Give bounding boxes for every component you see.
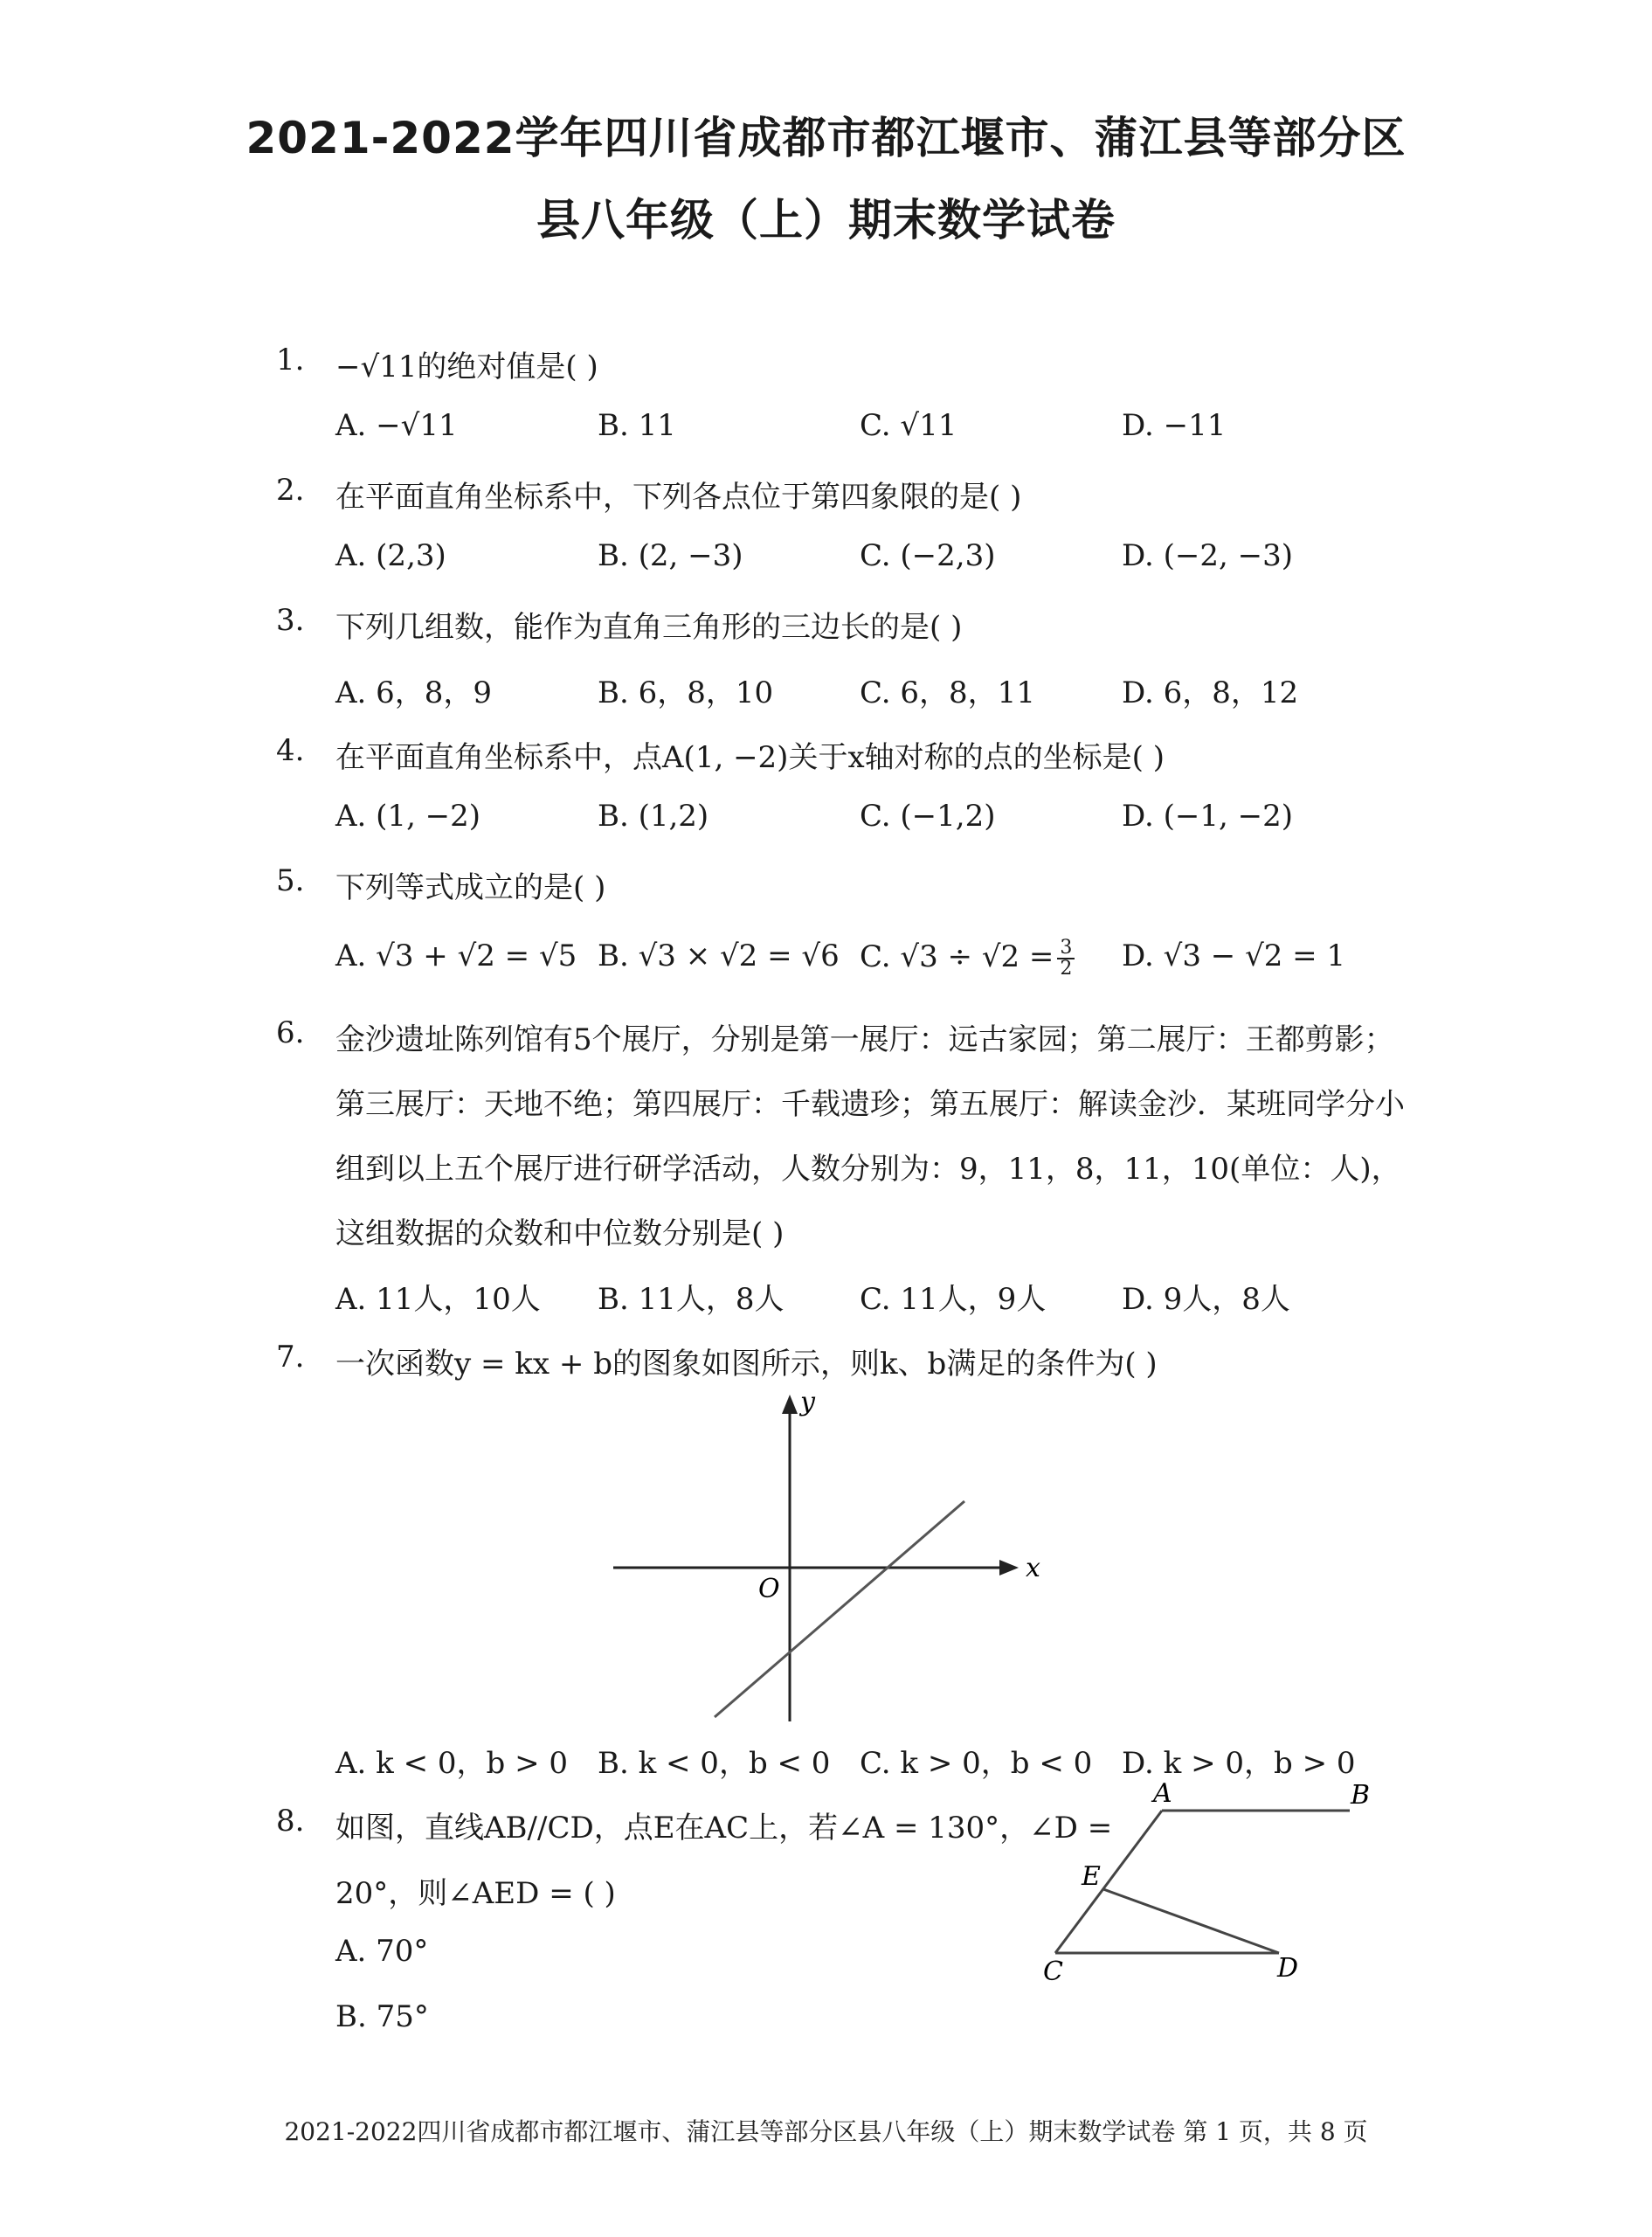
- title-line-2: 县八年级（上）期末数学试卷: [536, 195, 1116, 246]
- question-1-option-c: C. √11: [860, 408, 957, 443]
- x-axis-arrow: [999, 1560, 1019, 1576]
- question-5-option-c-text: C. √3 ÷ √2 =: [860, 939, 1054, 974]
- question-3-option-a: A. 6，8，9: [335, 675, 493, 710]
- question-1-text: −√11的绝对值是( ): [335, 350, 598, 384]
- question-8-line-1: 如图，直线AB//CD，点E在AC上，若∠A = 130°，∠D =: [335, 1811, 1113, 1846]
- question-4-option-b: B. (1,2): [598, 799, 709, 834]
- question-6-line-3: 组到以上五个展厅进行研学活动，人数分别为：9，11，8，11，10(单位：人)，: [335, 1152, 1401, 1187]
- fraction: [1057, 938, 1075, 979]
- parallel-lines-figure: [1031, 1774, 1398, 1992]
- title-line-1: 2021-2022学年四川省成都市都江堰市、蒲江县等部分区: [245, 113, 1407, 163]
- question-1-option-a: A. −√11: [335, 408, 458, 443]
- question-4-text: 在平面直角坐标系中，点A(1, −2)关于x轴对称的点的坐标是( ): [335, 740, 1165, 775]
- question-7-option-d: D. k > 0，b > 0: [1122, 1746, 1356, 1781]
- question-5-option-b: B. √3 × √2 = √6: [598, 938, 840, 973]
- question-4-number: 4.: [276, 733, 305, 768]
- question-6-line-1: 金沙遗址陈列馆有5个展厅，分别是第一展厅：远古家园；第二展厅：王都剪影；: [335, 1022, 1394, 1057]
- question-3-text: 下列几组数，能作为直角三角形的三边长的是( ): [335, 610, 963, 645]
- question-1-option-b: B. 11: [598, 408, 676, 443]
- question-8-number: 8.: [276, 1804, 305, 1839]
- label-e: E: [1082, 1861, 1101, 1892]
- question-8-option-a: A. 70°: [335, 1934, 429, 1969]
- question-6-option-b: B. 11人，8人: [598, 1282, 785, 1317]
- question-2-option-a: A. (2,3): [335, 538, 446, 573]
- question-7-option-a: A. k < 0，b > 0: [335, 1746, 569, 1781]
- question-5-number: 5.: [276, 863, 305, 898]
- page-footer: 2021-2022四川省成都市都江堰市、蒲江县等部分区县八年级（上）期末数学试卷 第 1 页，共 8 页: [284, 2117, 1368, 2146]
- fraction-numerator: 3: [1057, 938, 1075, 959]
- origin-label: O: [758, 1574, 780, 1604]
- x-axis-label: x: [1026, 1553, 1040, 1583]
- question-2-option-d: D. (−2, −3): [1122, 538, 1294, 573]
- label-c: C: [1043, 1957, 1063, 1987]
- question-2-option-b: B. (2, −3): [598, 538, 743, 573]
- label-d: D: [1277, 1953, 1299, 1984]
- line-ed: [1103, 1889, 1279, 1953]
- question-2-option-c: C. (−2,3): [860, 538, 996, 573]
- question-5-option-d: D. √3 − √2 = 1: [1122, 938, 1346, 973]
- question-4-option-c: C. (−1,2): [860, 799, 996, 834]
- question-6-option-a: A. 11人，10人: [335, 1282, 541, 1317]
- question-8-option-b: B. 75°: [335, 1999, 429, 2034]
- question-3-option-c: C. 6，8，11: [860, 675, 1035, 710]
- label-b: B: [1351, 1780, 1371, 1811]
- question-5-option-a: A. √3 + √2 = √5: [335, 938, 577, 973]
- linear-function-graph: [603, 1381, 1066, 1730]
- question-2-number: 2.: [276, 473, 305, 508]
- question-5-option-c: [860, 938, 1075, 979]
- question-7-option-c: C. k > 0，b < 0: [860, 1746, 1093, 1781]
- fraction-denominator: 2: [1060, 958, 1073, 980]
- question-6-option-c: C. 11人，9人: [860, 1282, 1047, 1317]
- question-4-option-a: A. (1, −2): [335, 799, 481, 834]
- question-7-number: 7.: [276, 1340, 305, 1375]
- question-6-option-d: D. 9人，8人: [1122, 1282, 1290, 1317]
- question-1-option-d: D. −11: [1122, 408, 1227, 443]
- question-6-line-2: 第三展厅：天地不绝；第四展厅：千载遗珍；第五展厅：解读金沙．某班同学分小: [335, 1087, 1405, 1122]
- question-8-line-2: 20°，则∠AED = ( ): [335, 1876, 616, 1911]
- question-7-option-b: B. k < 0，b < 0: [598, 1746, 831, 1781]
- y-axis-label: y: [800, 1387, 815, 1417]
- function-line: [715, 1501, 964, 1717]
- label-a: A: [1153, 1778, 1172, 1809]
- question-5-text: 下列等式成立的是( ): [335, 870, 606, 905]
- question-3-number: 3.: [276, 603, 305, 638]
- question-2-text: 在平面直角坐标系中，下列各点位于第四象限的是( ): [335, 480, 1022, 515]
- question-3-option-d: D. 6，8，12: [1122, 675, 1299, 710]
- question-6-line-4: 这组数据的众数和中位数分别是( ): [335, 1216, 785, 1251]
- question-3-option-b: B. 6，8，10: [598, 675, 774, 710]
- question-6-number: 6.: [276, 1015, 305, 1050]
- question-7-text: 一次函数y = kx + b的图象如图所示，则k、b满足的条件为( ): [335, 1347, 1158, 1382]
- y-axis-arrow: [782, 1395, 798, 1414]
- question-1-number: 1.: [276, 343, 305, 377]
- question-4-option-d: D. (−1, −2): [1122, 799, 1294, 834]
- line-ac: [1055, 1811, 1162, 1953]
